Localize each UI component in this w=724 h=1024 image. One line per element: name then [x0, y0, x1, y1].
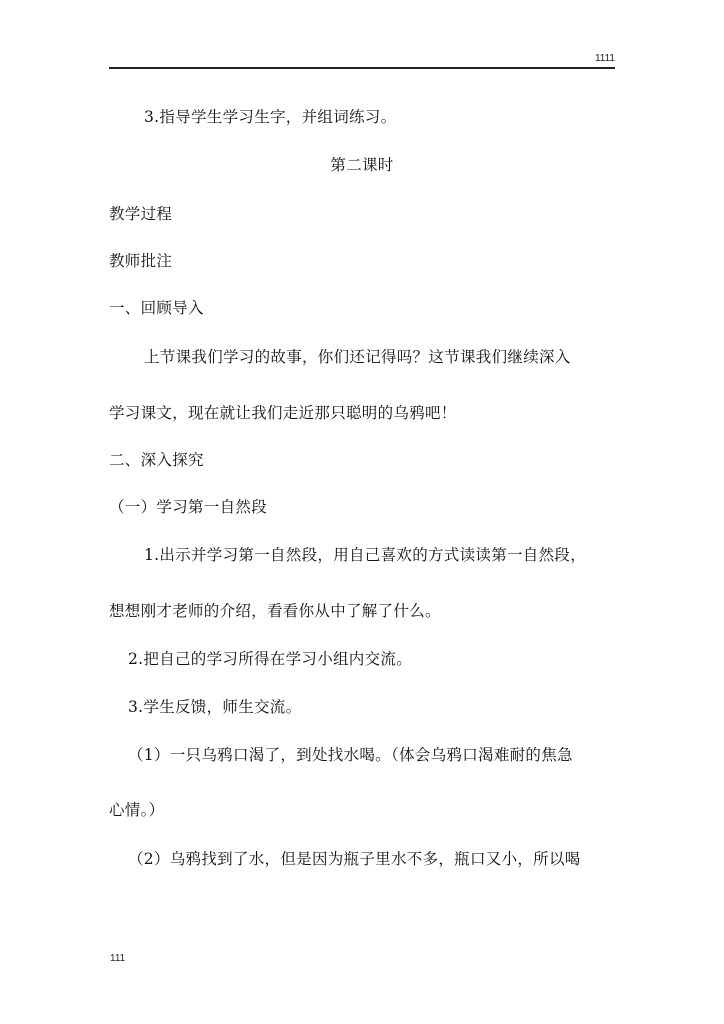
text-line: 学习课文，现在就让我们走近那只聪明的乌鸦吧！ [109, 404, 457, 422]
text-line: 1.出示并学习第一自然段，用自己喜欢的方式读读第一自然段， [144, 546, 586, 564]
text-line: 3.指导学生学习生字，并组词练习。 [144, 108, 397, 126]
header-divider [109, 67, 615, 69]
text-line: 3.学生反馈，师生交流。 [128, 698, 302, 716]
text-line: 2.把自己的学习所得在学习小组内交流。 [128, 650, 412, 668]
text-line: 心情。） [109, 801, 165, 819]
footer-page-number: 111 [110, 953, 126, 964]
text-line: 想想刚才老师的介绍，看看你从中了解了什么。 [109, 602, 441, 620]
text-line: 教师批注 [109, 252, 173, 270]
text-line: 上节课我们学习的故事，你们还记得吗？这节课我们继续深入 [144, 348, 571, 366]
section-title: 第二课时 [330, 156, 394, 174]
text-line: （1）一只乌鸦口渴了，到处找水喝。（体会乌鸦口渴难耐的焦急 [128, 746, 573, 764]
text-line: 教学过程 [109, 205, 173, 223]
header-page-number: 1111 [594, 53, 615, 64]
heading-review: 一、回顾导入 [109, 299, 204, 317]
subheading-paragraph-one: （一）学习第一自然段 [109, 498, 268, 516]
heading-explore: 二、深入探究 [109, 451, 204, 469]
text-line: （2）乌鸦找到了水，但是因为瓶子里水不多，瓶口又小，所以喝 [128, 850, 581, 868]
